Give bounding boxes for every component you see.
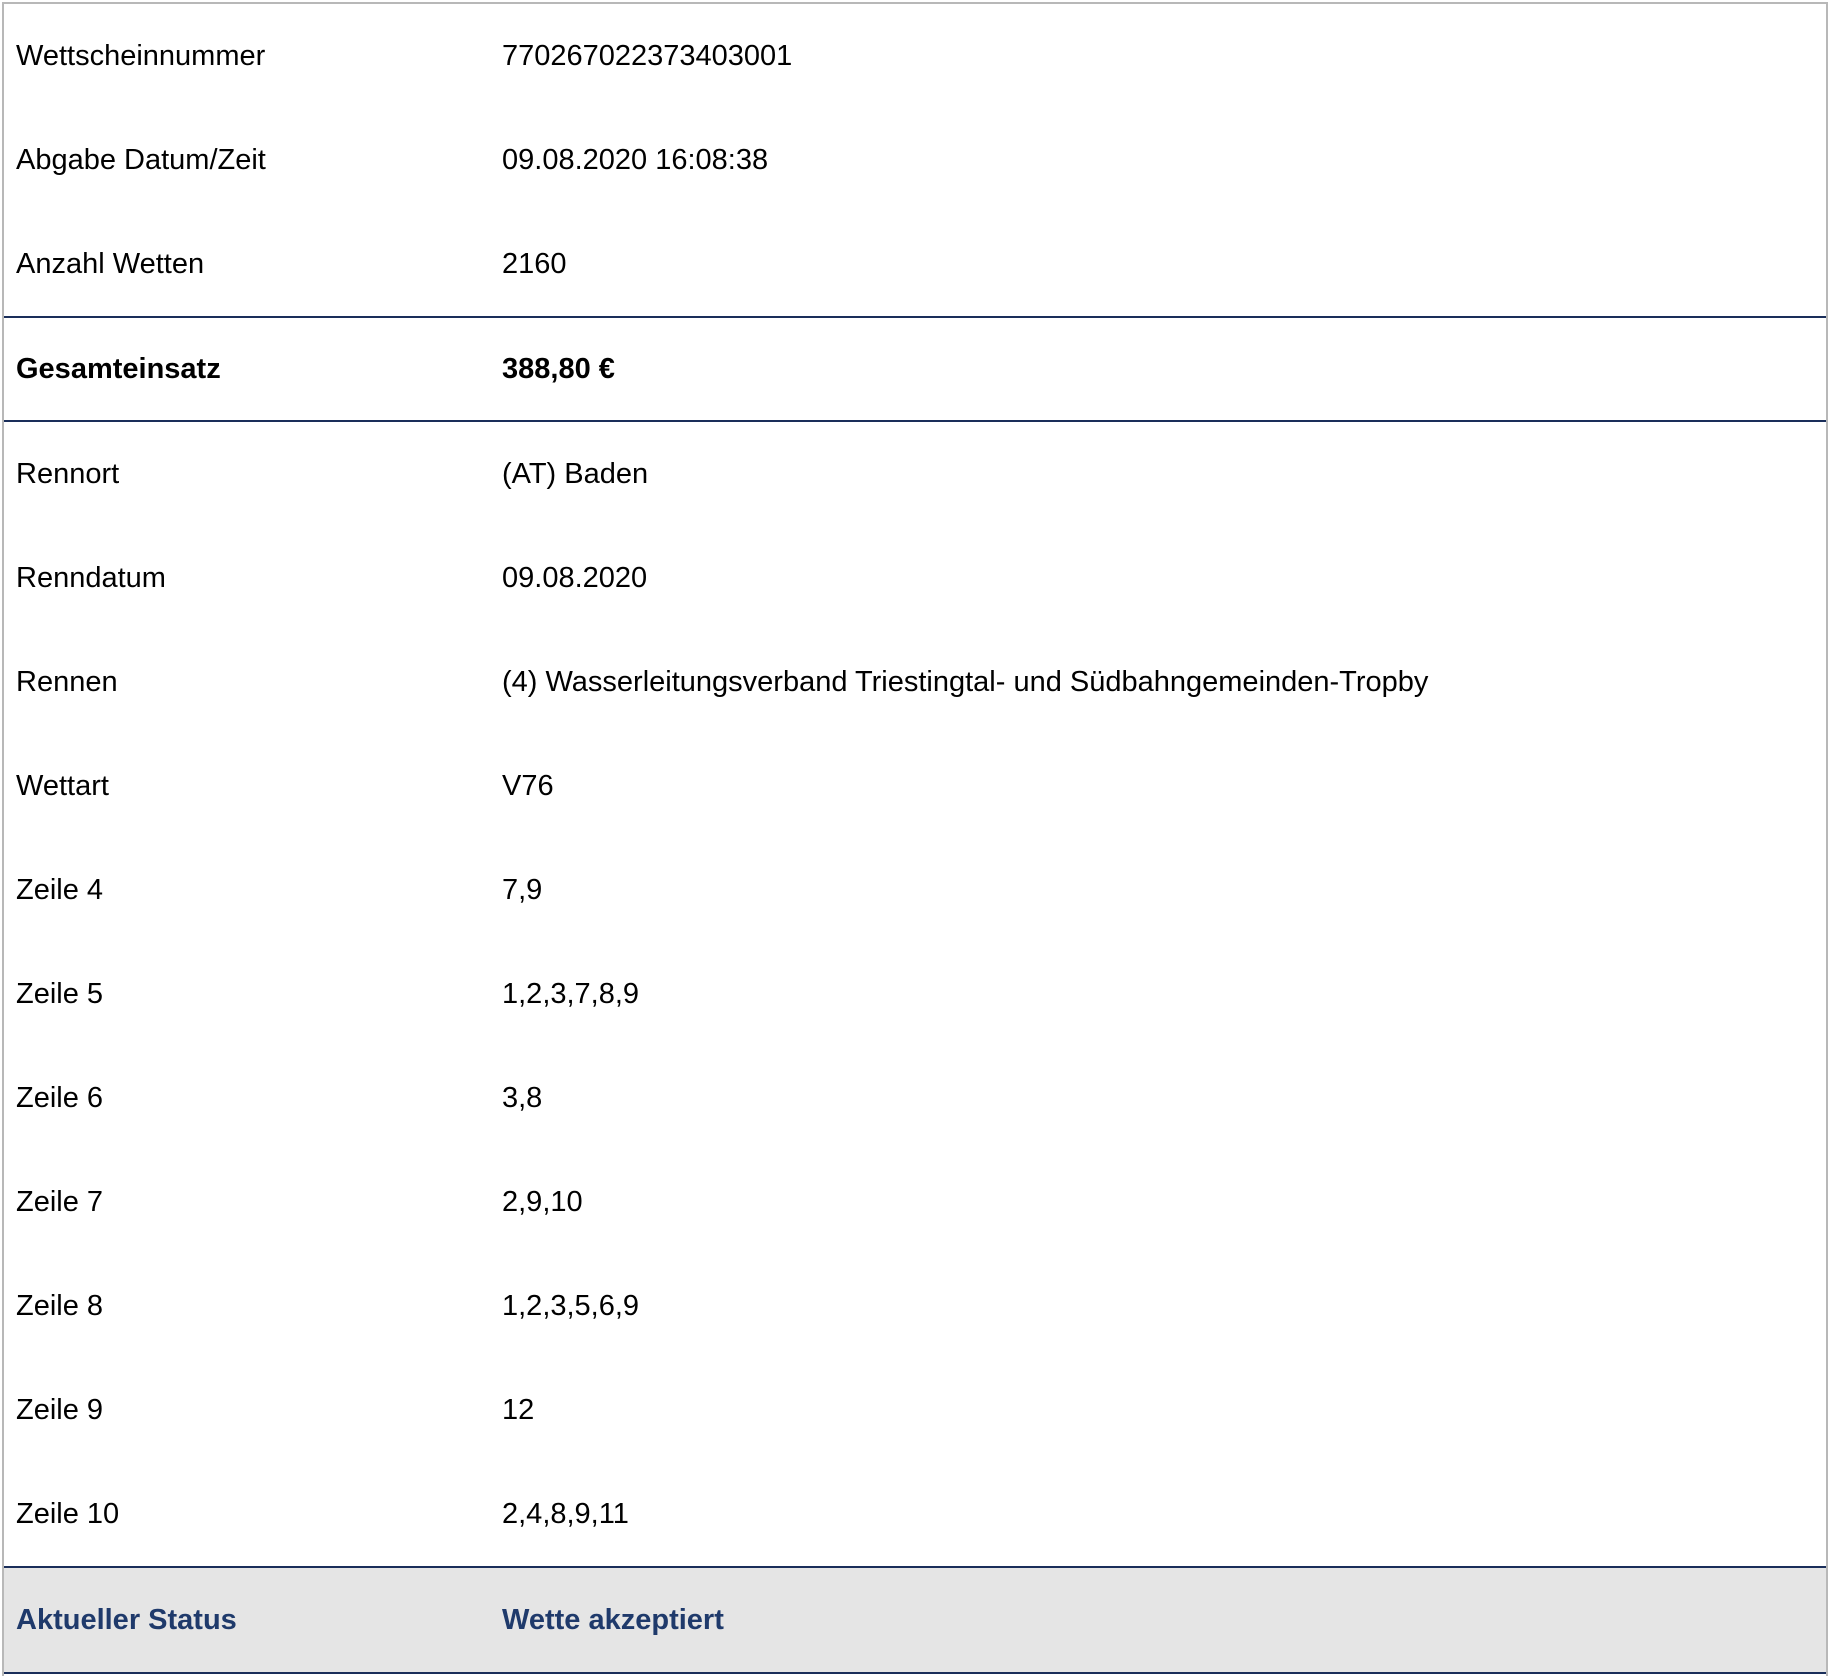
bet-type-label: Wettart — [16, 769, 109, 802]
status-badge: Wette akzeptiert — [502, 1603, 724, 1636]
line-7-label: Zeile 7 — [16, 1185, 104, 1218]
line-9-label: Zeile 9 — [16, 1393, 104, 1426]
line-4-value: 7,9 — [502, 873, 543, 906]
line-8-value: 1,2,3,5,6,9 — [502, 1289, 640, 1322]
line-8-label: Zeile 8 — [16, 1289, 104, 1322]
row-line-7 — [4, 1150, 1826, 1254]
line-6-label: Zeile 6 — [16, 1081, 104, 1114]
total-stake-value: 388,80 € — [502, 352, 615, 385]
line-7-value: 2,9,10 — [502, 1185, 583, 1218]
bet-ticket-table — [2, 2, 1828, 1676]
row-line-9 — [4, 1358, 1826, 1462]
line-5-label: Zeile 5 — [16, 977, 104, 1010]
line-5-value: 1,2,3,7,8,9 — [502, 977, 640, 1010]
race-date-value: 09.08.2020 — [502, 561, 648, 594]
bet-type-value: V76 — [502, 769, 554, 802]
row-current-status — [4, 1566, 1826, 1674]
line-10-value: 2,4,8,9,11 — [502, 1497, 629, 1530]
race-location-value: (AT) Baden — [502, 457, 649, 490]
line-9-value: 12 — [502, 1393, 535, 1426]
bet-count-value: 2160 — [502, 247, 567, 280]
row-line-5 — [4, 942, 1826, 1046]
current-status-label: Aktueller Status — [16, 1603, 237, 1636]
row-bet-count — [4, 212, 1826, 316]
ticket-number-label: Wettscheinnummer — [16, 39, 266, 72]
race-date-label: Renndatum — [16, 561, 166, 594]
row-race-location — [4, 422, 1826, 526]
bet-count-label: Anzahl Wetten — [16, 247, 205, 280]
row-race-date — [4, 526, 1826, 630]
row-bet-type — [4, 734, 1826, 838]
race-location-label: Rennort — [16, 457, 120, 490]
ticket-number-value: 770267022373403001 — [502, 39, 793, 72]
row-line-8 — [4, 1254, 1826, 1358]
submission-datetime-label: Abgabe Datum/Zeit — [16, 143, 266, 176]
race-label: Rennen — [16, 665, 118, 698]
row-total-stake — [4, 316, 1826, 422]
row-race — [4, 630, 1826, 734]
total-stake-label: Gesamteinsatz — [16, 352, 221, 385]
line-10-label: Zeile 10 — [16, 1497, 120, 1530]
line-4-label: Zeile 4 — [16, 873, 104, 906]
submission-datetime-value: 09.08.2020 16:08:38 — [502, 143, 769, 176]
row-line-10 — [4, 1462, 1826, 1566]
row-ticket-number — [4, 4, 1826, 108]
row-line-6 — [4, 1046, 1826, 1150]
race-value: (4) Wasserleitungsverband Triestingtal- und Südbahngemeinden-Tropby — [502, 665, 1429, 698]
row-submission-datetime — [4, 108, 1826, 212]
line-6-value: 3,8 — [502, 1081, 543, 1114]
row-line-4 — [4, 838, 1826, 942]
